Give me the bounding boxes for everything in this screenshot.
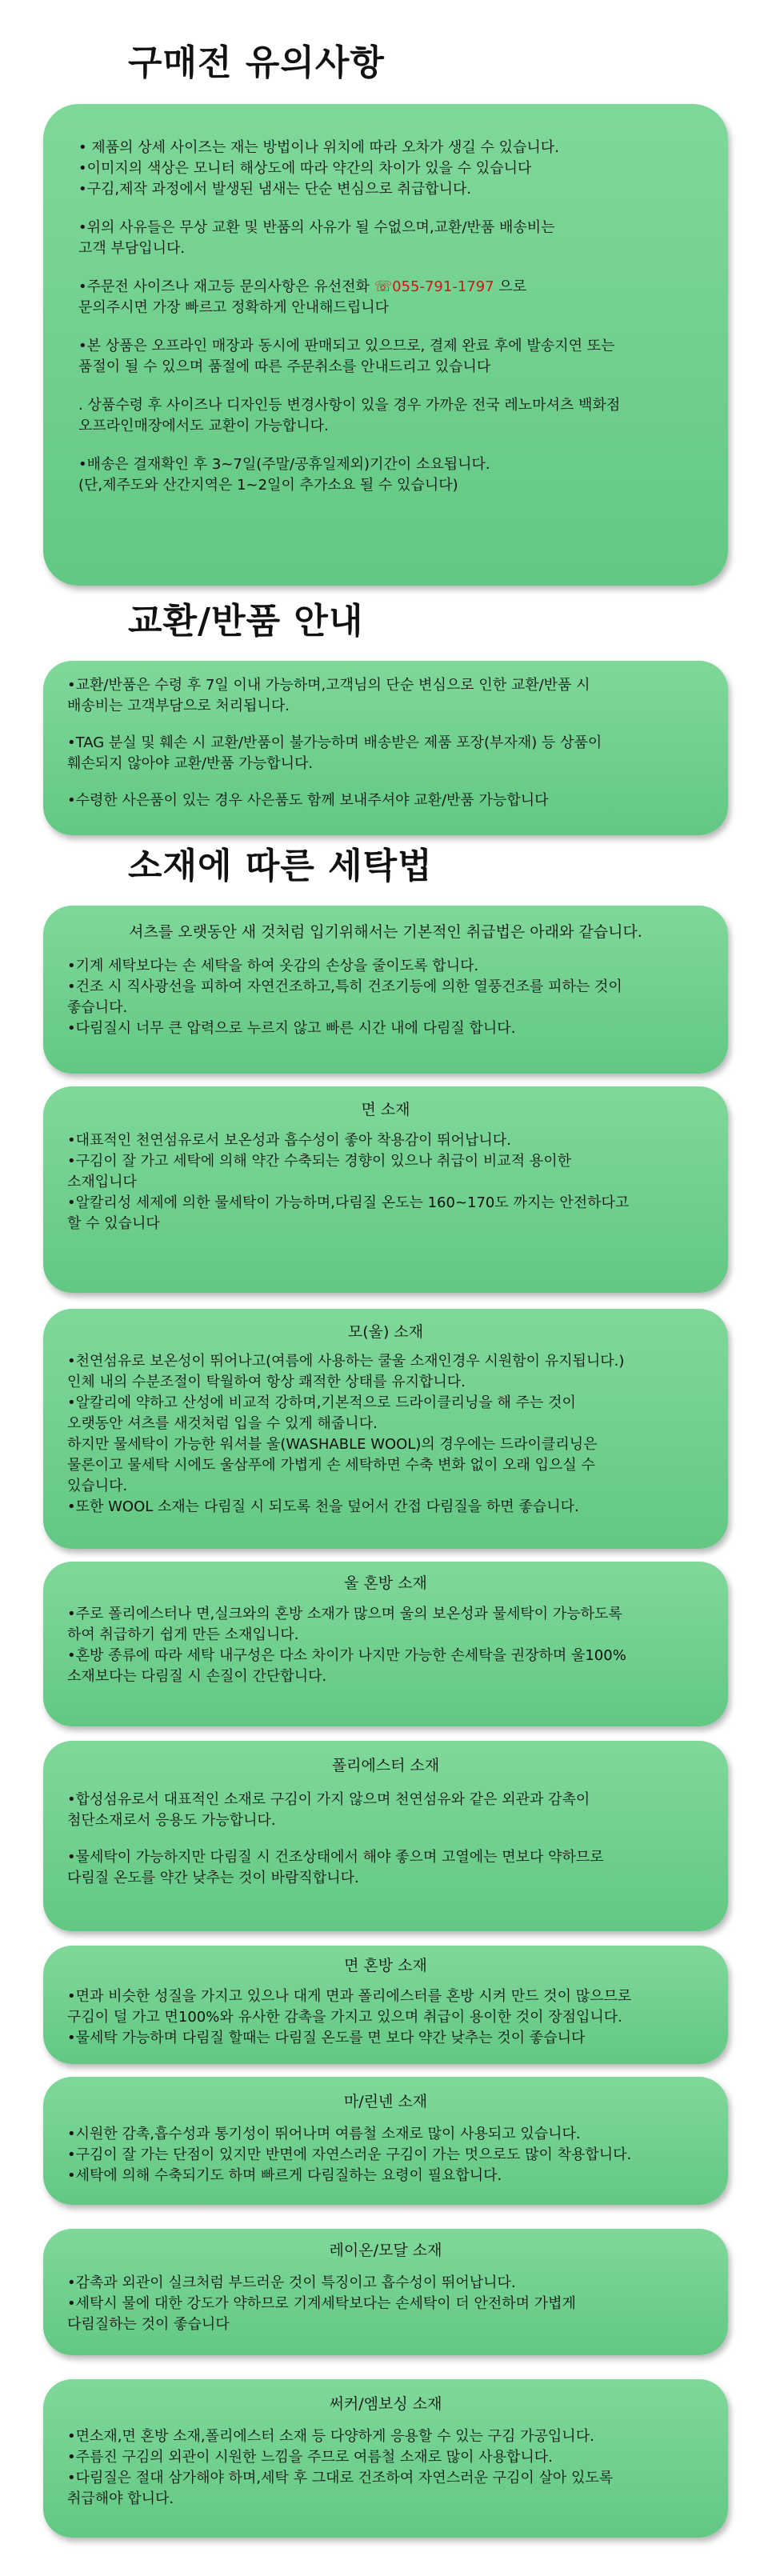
purchase-notice-heading: 구매전 유의사항: [128, 42, 385, 83]
contact-prefix: •주문전 사이즈나 재고등 문의사항은 유선전화: [78, 278, 374, 295]
notice-line: 품절이 될 수 있으며 품절에 따른 주문취소를 안내드리고 있습니다: [78, 358, 491, 375]
notice-line: •구김,제작 과정에서 발생된 냄새는 단순 변심으로 취급합니다.: [78, 181, 472, 198]
material-line: •합성섬유로서 대표적인 소재로 구김이 가지 않으며 천연섬유와 같은 외관과 감촉이: [67, 1791, 590, 1808]
material-line: •면소재,면 혼방 소재,폴리에스터 소재 등 다양하게 응용할 수 있는 구김 가공입니다.: [67, 2428, 594, 2445]
notice-line: 문의주시면 가장 빠르고 정확하게 안내해드립니다: [78, 299, 390, 316]
general-care-box: [43, 906, 728, 1074]
material-line: •주름진 구김의 외관이 시원한 느낌을 주므로 여름철 소재로 많이 사용합니다.: [67, 2449, 553, 2466]
material-line: •세탁시 물에 대한 강도가 약하므로 기계세탁보다는 손세탁이 더 안전하며 가볍게: [67, 2295, 576, 2312]
exchange-line: •수령한 사은품이 있는 경우 사은품도 함께 보내주셔야 교환/반품 가능합니다: [67, 792, 549, 809]
phone-number[interactable]: 055-791-1797: [392, 278, 494, 295]
material-line: 좋습니다.: [67, 999, 128, 1016]
contact-line: [78, 277, 701, 298]
cotton-box: [43, 1086, 728, 1293]
exchange-box: [43, 661, 728, 835]
material-title: 마/린넨 소재: [343, 2093, 428, 2110]
material-line: •또한 WOOL 소재는 다림질 시 되도록 천을 덮어서 간접 다림질을 하면 좋습니다.: [67, 1498, 579, 1515]
material-line: •다림질은 절대 삼가해야 하며,세탁 후 그대로 건조하여 자연스러운 구김이 살아 있도록: [67, 2470, 614, 2486]
notice-line: (단,제주도와 산간지역은 1~2일이 추가소요 될 수 있습니다): [78, 477, 458, 494]
material-line: •천연섬유로 보온성이 뛰어나고(여름에 사용하는 쿨울 소재인경우 시원함이 유지됩니다.): [67, 1353, 625, 1370]
material-line: •감촉과 외관이 실크처럼 부드러운 것이 특징이고 흡수성이 뛰어납니다.: [67, 2274, 516, 2291]
exchange-line: •TAG 분실 및 훼손 시 교환/반품이 불가능하며 배송받은 제품 포장(부자재) 등 상품이: [67, 734, 602, 751]
material-line: 다림질 온도를 약간 낮추는 것이 바람직합니다.: [67, 1870, 359, 1886]
material-title: 모(울) 소재: [347, 1323, 424, 1341]
material-line: 할 수 있습니다: [67, 1215, 160, 1232]
linen-box: [43, 2077, 728, 2205]
material-title: 폴리에스터 소재: [331, 1757, 440, 1774]
wool-blend-box: [43, 1562, 728, 1726]
material-line: •건조 시 직사광선을 피하여 자연건조하고,특히 건조기등에 의한 열풍건조를 피하는 것이: [67, 978, 622, 995]
material-line: 첨단소재로서 응용도 가능합니다.: [67, 1812, 276, 1829]
material-line: 인체 내의 수분조절이 탁월하여 항상 쾌적한 상태를 유지합니다.: [67, 1374, 466, 1390]
exchange-heading: 교환/반품 안내: [128, 601, 364, 642]
notice-line: . 상품수령 후 사이즈나 디자인등 변경사항이 있을 경우 가까운 전국 레노마셔츠 백화점: [78, 397, 621, 414]
washing-heading: 소재에 따른 세탁법: [128, 846, 433, 886]
contact-suffix: 으로: [494, 278, 527, 295]
material-line: •주로 폴리에스터나 면,실크와의 혼방 소재가 많으며 울의 보온성과 물세탁이 가능하도록: [67, 1606, 622, 1622]
purchase-notice-box: [43, 104, 728, 586]
material-line: •구김이 잘 가고 세탁에 의해 약간 수축되는 경향이 있으나 취급이 비교적 용이한: [67, 1153, 571, 1170]
material-title: 울 혼방 소재: [344, 1574, 427, 1592]
exchange-line: 훼손되지 않아야 교환/반품 가능합니다.: [67, 755, 314, 772]
material-line: •다림질시 너무 큰 압력으로 누르지 않고 빠른 시간 내에 다림질 합니다.: [67, 1020, 516, 1037]
material-line: 소재입니다: [67, 1174, 137, 1190]
notice-line: • 제품의 상세 사이즈는 재는 방법이나 위치에 따라 오차가 생길 수 있습니다.: [78, 139, 559, 156]
material-title: 면 혼방 소재: [344, 1957, 427, 1974]
exchange-line: •교환/반품은 수령 후 7일 이내 가능하며,고객님의 단순 변심으로 인한 교환/반품 시: [67, 677, 590, 694]
material-line: 하여 취급하기 쉽게 만든 소재입니다.: [67, 1626, 299, 1643]
material-line: 오랫동안 셔츠를 새것처럼 입을 수 있게 해줍니다.: [67, 1415, 378, 1432]
material-title: 셔츠를 오랫동안 새 것처럼 입기위해서는 기본적인 취급법은 아래와 같습니다.: [129, 923, 642, 941]
polyester-box: [43, 1741, 728, 1931]
material-line: 다림질하는 것이 좋습니다: [67, 2316, 230, 2333]
notice-line: •배송은 결재확인 후 3~7일(주말/공휴일제외)기간이 소요됩니다.: [78, 456, 490, 473]
material-line: •시원한 감촉,흡수성과 통기성이 뛰어나며 여름철 소재로 많이 사용되고 있습니다.: [67, 2126, 581, 2142]
material-title: 써커/엠보싱 소재: [329, 2395, 442, 2413]
material-line: •물세탁이 가능하지만 다림질 시 건조상태에서 해야 좋으며 고열에는 면보다 약하므로: [67, 1849, 604, 1866]
exchange-line: 배송비는 고객부담으로 처리됩니다.: [67, 698, 290, 714]
material-line: 있습니다.: [67, 1478, 128, 1494]
material-title: 면 소재: [361, 1101, 410, 1118]
wool-box: [43, 1309, 728, 1549]
material-line: •기계 세탁보다는 손 세탁을 하여 옷감의 손상을 줄이도록 합니다.: [67, 958, 479, 974]
material-line: 소재보다는 다림질 시 손질이 간단합니다.: [67, 1668, 327, 1685]
notice-line: 고객 부담입니다.: [78, 240, 186, 257]
cotton-blend-box: [43, 1946, 728, 2064]
material-line: •알칼리성 세제에 의한 물세탁이 가능하며,다림질 온도는 160~170도 까지는 안전하다고: [67, 1194, 630, 1211]
material-line: •대표적인 천연섬유로서 보온성과 흡수성이 좋아 착용감이 뛰어납니다.: [67, 1132, 511, 1149]
material-line: •혼방 종류에 따라 세탁 내구성은 다소 차이가 나지만 가능한 손세탁을 권장하며 울100%: [67, 1647, 626, 1664]
material-line: 하지만 물세탁이 가능한 워셔블 울(WASHABLE WOOL)의 경우에는 드라이클리닝은: [67, 1436, 598, 1453]
material-line: •구김이 잘 가는 단점이 있지만 반면에 자연스러운 구김이 가는 멋으로도 많이 착용합니다.: [67, 2146, 632, 2163]
material-line: •물세탁 가능하며 다림질 할때는 다림질 온도를 면 보다 약간 낮추는 것이 좋습니다: [67, 2030, 586, 2046]
notice-line: •위의 사유들은 무상 교환 및 반품의 사유가 될 수없으며,교환/반품 배송비는: [78, 219, 555, 236]
notice-line: •이미지의 색상은 모니터 해상도에 따라 약간의 차이가 있을 수 있습니다: [78, 160, 532, 177]
material-title: 레이온/모달 소재: [329, 2242, 442, 2259]
seersucker-box: [43, 2379, 728, 2538]
material-line: 물론이고 물세탁 시에도 울삼푸에 가볍게 손 세탁하면 수축 변화 없이 오래 입으실 수: [67, 1457, 595, 1474]
notice-line: 오프라인매장에서도 교환이 가능합니다.: [78, 418, 329, 434]
phone-icon: ☏: [374, 278, 393, 295]
material-line: •면과 비슷한 성질을 가지고 있으나 대게 면과 폴리에스터를 혼방 시켜 만드 것이 많으므로: [67, 1988, 632, 2005]
material-line: •세탁에 의해 수축되기도 하며 빠르게 다림질하는 요령이 필요합니다.: [67, 2167, 502, 2184]
notice-line: •본 상품은 오프라인 매장과 동시에 판매되고 있으므로, 결제 완료 후에 발송지연 또는: [78, 338, 615, 354]
material-line: 구김이 덜 가고 면100%와 유사한 감촉을 가지고 있으며 취급이 용이한 것이 장점입니다.: [67, 2009, 622, 2026]
rayon-modal-box: [43, 2229, 728, 2355]
material-line: •알칼리에 약하고 산성에 비교적 강하며,기본적으로 드라이클리닝을 해 주는 것이: [67, 1394, 576, 1411]
material-line: 취급해야 합니다.: [67, 2490, 174, 2507]
